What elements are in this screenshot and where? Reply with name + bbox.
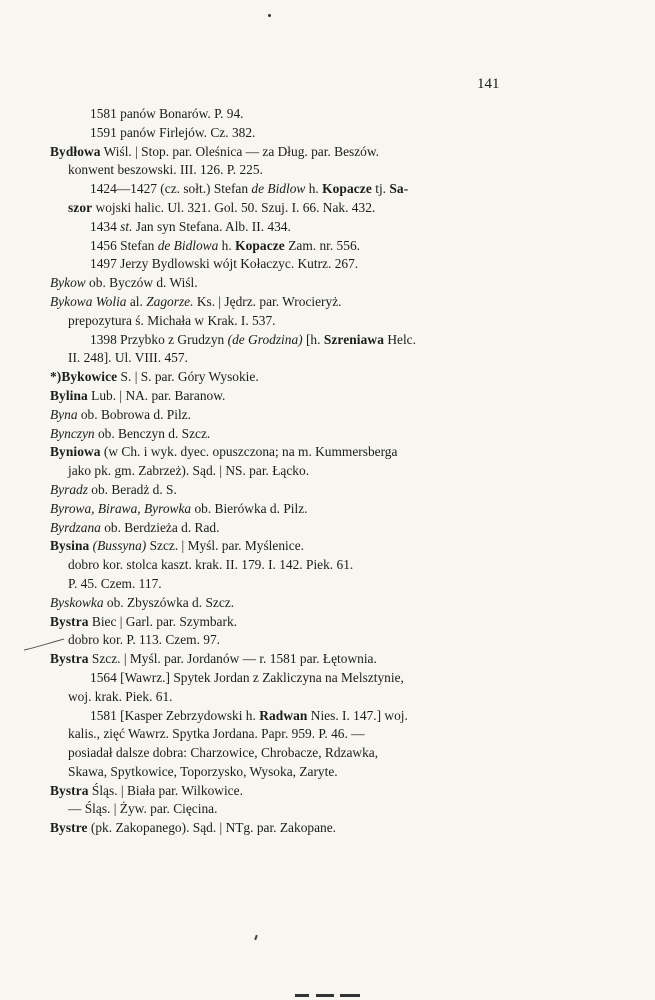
italic-text: Bykowa Wolia: [50, 293, 127, 309]
text-span: II. 248]. Ul. VIII. 457.: [68, 350, 188, 366]
text-span: 1581 panów Bonarów. P. 94.: [90, 106, 244, 121]
entry-headword: Bydłowa: [50, 143, 101, 159]
text-span: 1581 [Kasper Zebrzydowski h.: [90, 707, 260, 723]
text-line: [50, 312, 505, 331]
entry-headword: Bylina: [50, 387, 88, 403]
entry-headword: Szreniawa: [323, 331, 384, 347]
italic-text: Byna: [50, 406, 78, 422]
text-span: dobro kor. stolca kaszt. krak. II. 179. I. 142. Piek. 61.: [68, 557, 354, 573]
text-line: [50, 143, 505, 162]
italic-text: Byradz: [50, 481, 88, 497]
text-line: [50, 368, 505, 387]
text-span: ob. Byczów d. Wiśl.: [85, 275, 198, 291]
text-line: [50, 669, 505, 688]
entry-headword: *)Bykowice: [50, 369, 118, 385]
text-line: [50, 349, 505, 368]
text-span: woj. krak. Piek. 61.: [68, 688, 173, 704]
text-line: [50, 688, 505, 707]
text-span: 1591 panów Firlejów. Cz. 382.: [90, 124, 256, 140]
text-span: dobro kor. P. 113. Czem. 97.: [68, 632, 221, 648]
text-line: [50, 199, 505, 218]
text-line: [50, 594, 505, 613]
entry-headword: Byniowa: [50, 444, 101, 460]
italic-text: Byskowka: [50, 594, 104, 610]
text-span: h.: [218, 237, 236, 253]
text-span: [h.: [302, 331, 324, 347]
text-span: P. 45. Czem. 117.: [68, 575, 162, 591]
text-span: prepozytura ś. Michała w Krak. I. 537.: [68, 312, 276, 328]
text-line: [50, 744, 505, 763]
text-line: [50, 443, 505, 462]
text-span: Śląs. | Biała par. Wilkowice.: [88, 782, 243, 798]
italic-text: (de Grodzina): [227, 331, 303, 347]
italic-text: Byrdzana: [50, 519, 101, 535]
text-line: [50, 387, 505, 406]
text-line: [50, 406, 505, 425]
text-line: [50, 707, 505, 726]
text-line: [50, 575, 505, 594]
text-line: [50, 763, 505, 782]
text-span: Jan syn Stefana. Alb. II. 434.: [132, 218, 291, 234]
text-span: 1497 Jerzy Bydlowski wójt Kołaczyc. Kutrz. 267.: [90, 256, 359, 272]
text-line: [50, 800, 505, 819]
italic-text: st.: [120, 218, 133, 234]
italic-text: Bykow: [50, 275, 86, 291]
text-span: ob. Bierówka d. Pilz.: [191, 500, 308, 516]
text-span: Zam. nr. 556.: [284, 237, 360, 253]
text-span: tj.: [371, 181, 390, 197]
italic-text: de Bidlowa: [157, 237, 219, 253]
text-span: (pk. Zakopanego). Sąd. | NTg. par. Zakopane.: [87, 820, 337, 836]
text-line: [50, 782, 505, 801]
text-span: ob. Bobrowa d. Pilz.: [77, 406, 191, 422]
text-span: Skawa, Spytkowice, Toporzysko, Wysoka, Zaryte.: [68, 763, 338, 779]
text-line: [50, 819, 505, 838]
entry-headword: Radwan: [259, 707, 308, 723]
text-span: kalis., zięć Wawrz. Spytka Jordana. Papr. 959. P. 46. —: [68, 726, 365, 742]
entry-headword: Bystra: [50, 651, 89, 667]
ink-speck: [268, 14, 271, 17]
entry-headword: Bystra: [50, 782, 89, 798]
text-span: 1424—1427 (cz. sołt.) Stefan: [90, 181, 252, 197]
text-span: h.: [305, 181, 323, 197]
text-line: [50, 425, 505, 444]
text-line: [50, 556, 505, 575]
text-span: 1434: [90, 218, 121, 234]
text-line: [50, 462, 505, 481]
entry-headword: Kopacze: [322, 181, 372, 197]
text-line: [50, 481, 505, 500]
entry-headword: szor: [68, 199, 93, 215]
text-span: Helc.: [384, 331, 416, 347]
text-line: [50, 218, 505, 237]
text-line: [50, 180, 505, 199]
text-span: Szcz. | Myśl. par. Myślenice.: [146, 538, 304, 554]
entry-headword: Bystra: [50, 613, 89, 629]
text-span: 1456 Stefan: [90, 237, 158, 253]
text-line: [50, 500, 505, 519]
text-span: jako pk. gm. Zabrzeż). Sąd. | NS. par. Łącko.: [68, 463, 310, 479]
text-span: al.: [126, 293, 147, 309]
text-line: [50, 124, 505, 143]
text-span: Szcz. | Myśl. par. Jordanów — r. 1581 par. Łętownia.: [88, 651, 377, 667]
italic-text: de Bidlow: [251, 181, 306, 197]
text-line: [50, 331, 505, 350]
ink-speck: [254, 935, 258, 940]
text-span: — Śląs. | Żyw. par. Cięcina.: [68, 801, 218, 817]
text-line: [50, 650, 505, 669]
entry-headword: Kopacze: [235, 237, 285, 253]
text-line: [50, 161, 505, 180]
text-span: ob. Beradż d. S.: [87, 481, 177, 497]
text-span: (w Ch. i wyk. dyec. opuszczona; na m. Kummersberga: [100, 444, 398, 460]
text-line: [50, 537, 505, 556]
text-line: [50, 631, 505, 650]
text-line: [50, 274, 505, 293]
text-span: 1564 [Wawrz.] Spytek Jordan z Zakliczyna na Melsztynie,: [90, 669, 404, 685]
text-line: [50, 255, 505, 274]
entry-headword: Bystre: [50, 820, 88, 836]
text-span: posiadał dalsze dobra: Charzowice, Chrobacze, Rdzawka,: [68, 745, 379, 761]
text-span: S. | S. par. Góry Wysokie.: [117, 369, 259, 385]
entry-headword: Bysina: [50, 538, 90, 554]
text-line: [50, 237, 505, 256]
text-span: konwent beszowski. III. 126. P. 225.: [68, 162, 263, 178]
italic-text: Byrowa, Birawa, Byrowka: [50, 500, 192, 516]
text-line: [50, 293, 505, 312]
text-span: Wiśl. | Stop. par. Oleśnica — za Dług. par. Beszów.: [100, 143, 380, 159]
text-span: ob. Zbyszówka d. Szcz.: [103, 594, 235, 610]
text-span: ob. Benczyn d. Szcz.: [94, 425, 211, 441]
text-span: 1398 Przybko z Grudzyn: [90, 331, 228, 347]
text-span: wojski halic. Ul. 321. Gol. 50. Szuj. I. 66. Nak. 432.: [92, 199, 376, 215]
text-span: Lub. | NA. par. Baranow.: [87, 387, 226, 403]
entry-headword: Sa-: [389, 181, 409, 197]
text-span: ob. Berdzieża d. Rad.: [100, 519, 220, 535]
italic-text: (Bussyna): [92, 538, 147, 554]
text-line: [50, 725, 505, 744]
page-bottom-edge: [0, 992, 655, 1000]
text-line: [50, 519, 505, 538]
text-span: Biec | Garl. par. Szymbark.: [88, 613, 237, 629]
text-span: Nies. I. 147.] woj.: [307, 707, 408, 723]
dictionary-text: [50, 105, 505, 838]
page-number: 141: [477, 76, 500, 92]
italic-text: Bynczyn: [50, 425, 95, 441]
text-span: Ks. | Jędrz. par. Wrocieryż.: [193, 293, 342, 309]
text-line: [50, 105, 505, 124]
text-line: [50, 613, 505, 632]
italic-text: Zagorze.: [146, 293, 194, 309]
